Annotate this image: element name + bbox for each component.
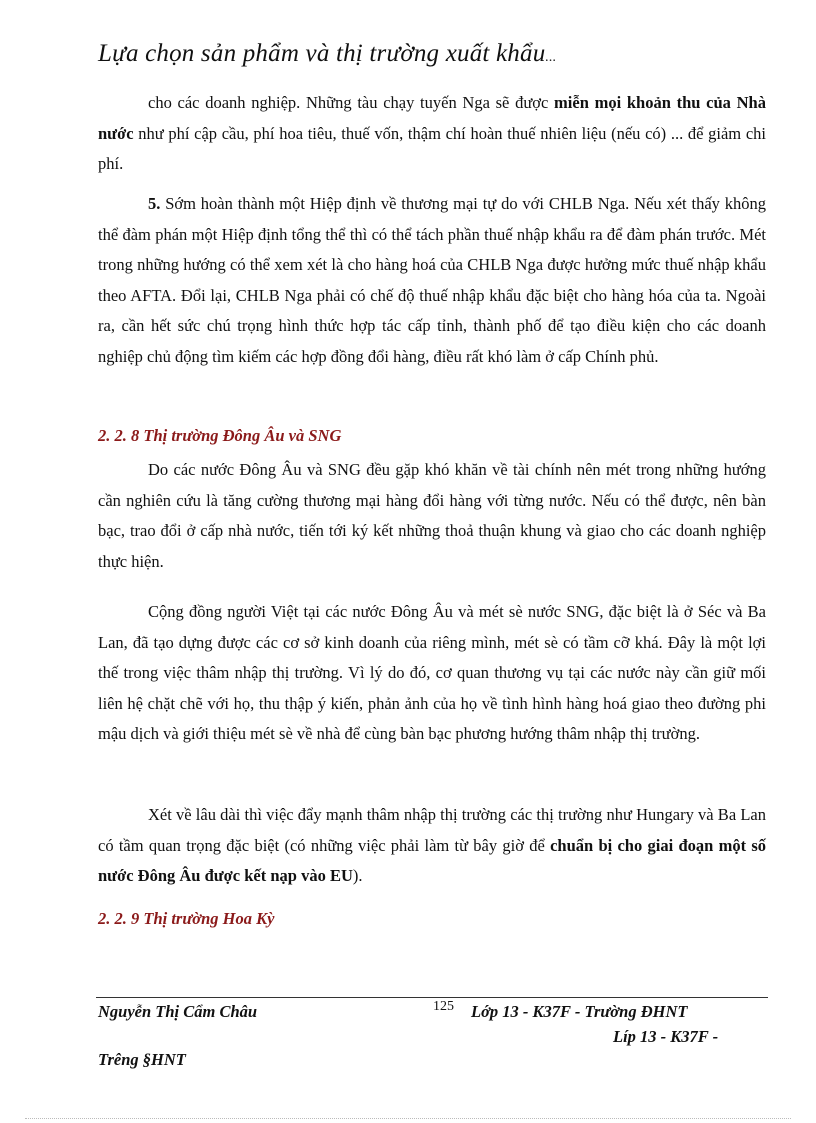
paragraph-text: Xét về lâu dài thì việc đẩy mạnh thâm nhập thị trường các thị trường như Hungary và Ba Lan có tầm quan trọng đặc biệt (có những việc phải làm từ bây giờ để [98,805,766,855]
paragraph-vietnamese-community: Cộng đồng người Việt tại các nước Đông Âu và mét sè nước SNG, đặc biệt là ở Séc và Ba Lan, đã tạo dựng được các cơ sở kinh doanh của riêng mình, mét sè có tầm cỡ khá. Đây là một lợi thế trong việc thâm nhập thị trường. Vì lý do đó, cơ quan thương vụ tại các nước này cần giữ mối liên hệ chặt chẽ với họ, thu thập ý kiến, phản ảnh của họ về tình hình hàng hoá giao theo đường phi mậu dịch và giới thiệu mét sè về nhà để cùng bàn bạc phương hướng thâm nhập thị trường. [98,602,766,743]
paragraph-item-5 [98,189,766,372]
paragraph-bold-text: miễn mọi khoản thu của Nhà nước [98,93,766,143]
page-bottom-border [25,1118,791,1119]
footer-divider [96,997,768,998]
paragraph-continuation [98,88,766,180]
paragraph-eastern-europe: Do các nước Đông Âu và SNG đều gặp khó khăn về tài chính nên mét trong những hướng cần nghiên cứu là tăng cường thương mại hàng đổi hàng với từng nước. Nếu có thể được, nên bàn bạc, trao đổi ở cấp nhà nước, tiến tới ký kết những thoả thuận khung và giao cho các doanh nghiệp thực hiện. [98,460,766,571]
paragraph-bold-text: chuẩn bị cho giai đoạn một số nước Đông Âu được kết nạp vào EU [98,835,767,885]
running-header-ellipsis: ... [545,50,557,65]
page-number: 125 [433,999,454,1014]
footer-author: Nguyễn Thị Cẩm Châu [98,1002,258,1021]
section-heading-2-2-9: 2. 2. 9 Thị trường Hoa Kỳ [98,909,275,928]
running-header [98,40,557,68]
running-header-title: Lựa chọn sản phẩm và thị trường xuất khẩu [98,40,546,67]
paragraph-long-term [98,800,766,892]
footer-class-line-2: Líp 13 - K37F - [613,1027,719,1046]
item-number: 5. [148,194,161,213]
footer-school: Trêng §HNT [98,1050,186,1069]
paragraph-text: cho các doanh nghiệp. Những tàu chạy tuyến Nga sẽ được [148,93,555,112]
section-heading-2-2-8: 2. 2. 8 Thị trường Đông Âu và SNG [98,426,342,445]
paragraph-text: ). [352,866,363,885]
paragraph-text: như phí cập cầu, phí hoa tiêu, thuế vốn, thậm chí hoàn thuế nhiên liệu (nếu có) ... để giảm chi phí. [98,123,766,173]
paragraph-text: Sớm hoàn thành một Hiệp định về thương mại tự do với CHLB Nga. Nếu xét thấy không thể đàm phán một Hiệp định tổng thể thì có thể tách phần thuế nhập khẩu ra để đàm phán trước. Mét trong những hướng có thể xem xét là cho hàng hoá của CHLB Nga được hưởng mức thuế nhập khẩu theo AFTA. Đổi lại, CHLB Nga phải có chế độ thuế nhập khẩu đặc biệt cho hàng hóa của ta. Ngoài ra, cần hết sức chú trọng hình thức hợp tác cấp tỉnh, thành phố để tạo điều kiện cho các doanh nghiệp chủ động tìm kiếm các hợp đồng đổi hàng, điều rất khó làm ở cấp Chính phủ. [98,194,766,366]
footer-class-line-1: Lớp 13 - K37F - Trường ĐHNT [471,1002,688,1021]
